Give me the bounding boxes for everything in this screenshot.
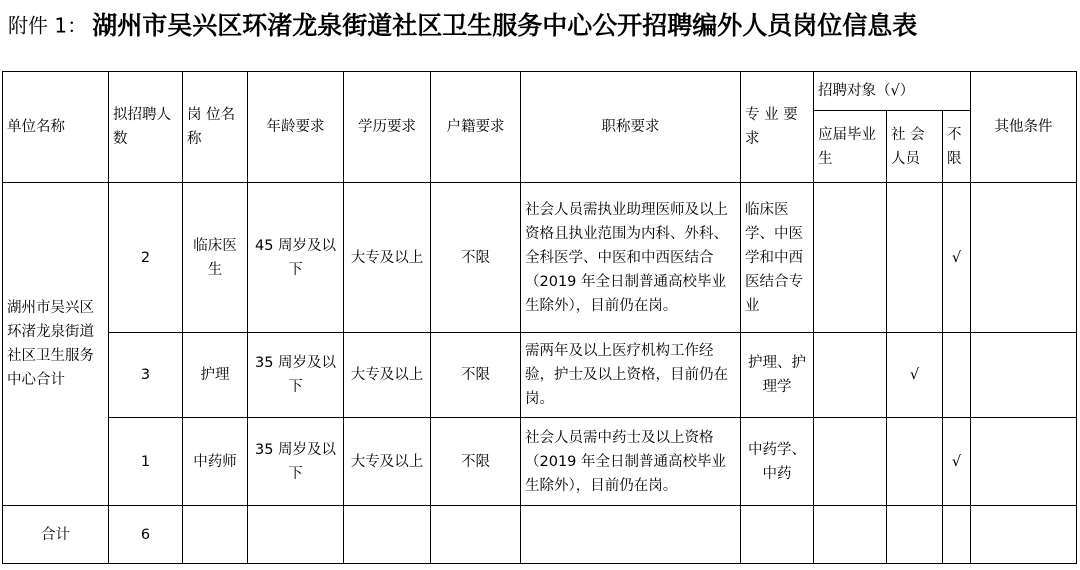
header-target-any: 不限	[943, 111, 971, 183]
total-count: 6	[109, 506, 183, 564]
row-title-req: 需两年及以上医疗机构工作经验，护士及以上资格，目前仍在岗。	[521, 333, 741, 418]
empty-cell	[431, 506, 521, 564]
row-major: 临床医学、中医学和中西医结合专业	[741, 183, 814, 333]
row-other	[971, 183, 1077, 333]
empty-cell	[943, 506, 971, 564]
empty-cell	[814, 506, 887, 564]
document-title	[8, 6, 1076, 46]
row-major: 护理、护理学	[741, 333, 814, 418]
row-post: 护理	[183, 333, 248, 418]
recruitment-table	[2, 71, 1077, 564]
header-count: 拟招聘人数	[109, 72, 183, 183]
row-post: 临床医生	[183, 183, 248, 333]
table-row	[3, 183, 1077, 333]
header-title-req: 职称要求	[521, 72, 741, 183]
row-edu: 大专及以上	[344, 333, 431, 418]
row-any: √	[943, 418, 971, 506]
row-any	[943, 333, 971, 418]
total-label: 合计	[3, 506, 109, 564]
table-row	[3, 333, 1077, 418]
row-huji: 不限	[431, 418, 521, 506]
row-social	[887, 418, 943, 506]
empty-cell	[521, 506, 741, 564]
row-title-req: 社会人员需执业助理医师及以上资格且执业范围为内科、外科、全科医学、中医和中西医结合（2019 年全日制普通高校毕业生除外），目前仍在岗。	[521, 183, 741, 333]
row-huji: 不限	[431, 333, 521, 418]
row-social: √	[887, 333, 943, 418]
row-post: 中药师	[183, 418, 248, 506]
empty-cell	[344, 506, 431, 564]
header-edu: 学历要求	[344, 72, 431, 183]
empty-cell	[248, 506, 344, 564]
row-social	[887, 183, 943, 333]
row-other	[971, 333, 1077, 418]
row-age: 45 周岁及以下	[248, 183, 344, 333]
row-age: 35 周岁及以下	[248, 333, 344, 418]
row-age: 35 周岁及以下	[248, 418, 344, 506]
header-row-1	[3, 72, 1077, 111]
row-edu: 大专及以上	[344, 183, 431, 333]
row-count: 1	[109, 418, 183, 506]
total-row	[3, 506, 1077, 564]
header-other: 其他条件	[971, 72, 1077, 183]
header-target-grad: 应届毕业生	[814, 111, 887, 183]
header-huji: 户籍要求	[431, 72, 521, 183]
header-age: 年龄要求	[248, 72, 344, 183]
attachment-label: 附件 1：	[8, 13, 88, 38]
row-other	[971, 418, 1077, 506]
row-count: 3	[109, 333, 183, 418]
header-major: 专 业 要求	[741, 72, 814, 183]
empty-cell	[971, 506, 1077, 564]
row-huji: 不限	[431, 183, 521, 333]
header-target: 招聘对象（√）	[814, 72, 971, 111]
unit-name-cell: 湖州市吴兴区环渚龙泉街道社区卫生服务中心合计	[3, 183, 109, 506]
empty-cell	[887, 506, 943, 564]
table-title: 湖州市吴兴区环渚龙泉街道社区卫生服务中心公开招聘编外人员岗位信息表	[92, 11, 918, 40]
header-target-social: 社 会人员	[887, 111, 943, 183]
table-row	[3, 418, 1077, 506]
row-count: 2	[109, 183, 183, 333]
row-major: 中药学、中药	[741, 418, 814, 506]
row-grad	[814, 183, 887, 333]
header-post: 岗 位名称	[183, 72, 248, 183]
header-unit: 单位名称	[3, 72, 109, 183]
row-grad	[814, 333, 887, 418]
row-title-req: 社会人员需中药士及以上资格（2019 年全日制普通高校毕业生除外），目前仍在岗。	[521, 418, 741, 506]
empty-cell	[741, 506, 814, 564]
row-any: √	[943, 183, 971, 333]
empty-cell	[183, 506, 248, 564]
row-edu: 大专及以上	[344, 418, 431, 506]
row-grad	[814, 418, 887, 506]
